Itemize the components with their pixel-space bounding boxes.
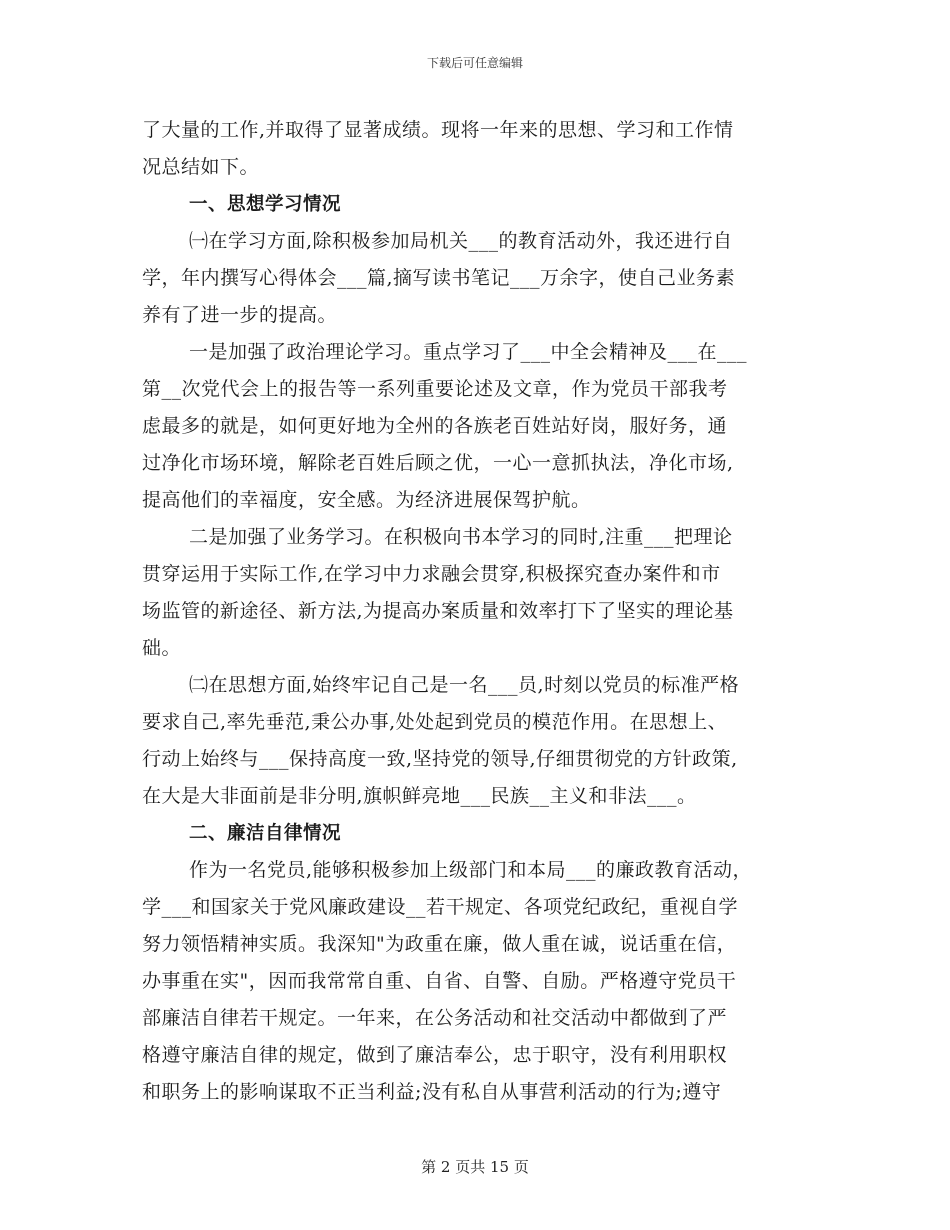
body-line: 在大是大非面前是非分明,旗帜鲜亮地___民族__主义和非法___。 — [142, 785, 697, 807]
document-body — [142, 112, 810, 1111]
body-line: 过净化市场环境，解除老百姓后顾之优，一心一意抓执法，净化市场, — [142, 452, 734, 474]
body-line: 养有了进一步的提高。 — [142, 304, 338, 326]
body-line: 行动上始终与___保持高度一致,坚持党的领导,仔细贯彻党的方针政策, — [142, 748, 738, 770]
body-line: 虑最多的就是，如何更好地为全州的各族老百姓站好岗，服好务，通 — [142, 415, 728, 437]
body-line: 部廉洁自律若干规定。一年来，在公务活动和社交活动中都做到了严 — [142, 1007, 728, 1029]
paragraph-first-line: 一是加强了政治理论学习。重点学习了___中全会精神及___在___ — [189, 341, 748, 363]
body-line: 贯穿运用于实际工作,在学习中力求融会贯穿,积极探究查办案件和市 — [142, 563, 721, 585]
body-line: 提高他们的幸福度，安全感。为经济进展保驾护航。 — [142, 489, 591, 511]
paragraph-first-line: ㈡在思想方面,始终牢记自己是一名___员,时刻以党员的标准严格 — [189, 674, 740, 696]
body-line: 格遵守廉洁自律的规定，做到了廉洁奉公，忠于职守，没有利用职权 — [142, 1044, 728, 1066]
section-heading: 二、廉洁自律情况 — [189, 823, 342, 844]
body-line: 学___和国家关于党风廉政建设__若干规定、各项党纪政纪，重视自学 — [142, 896, 739, 918]
section-heading: 一、思想学习情况 — [189, 194, 342, 215]
body-line: 场监管的新途径、新方法,为提高办案质量和效率打下了坚实的理论基 — [142, 600, 734, 622]
body-line: 学，年内撰写心得体会___篇,摘写读书笔记___万余字，使自己业务素 — [142, 267, 736, 289]
body-line: 了大量的工作,并取得了显著成绩。现将一年来的思想、学习和工作情 — [142, 119, 734, 141]
body-line: 努力领悟精神实质。我深知"为政重在廉，做人重在诚，说话重在信， — [142, 933, 737, 955]
body-line: 础。 — [142, 637, 182, 659]
paragraph-first-line: 二是加强了业务学习。在积极向书本学习的同时,注重___把理论 — [189, 526, 733, 548]
page-header: 下载后可任意编辑 — [426, 56, 523, 70]
body-line: 和职务上的影响谋取不正当利益;没有私自从事营利活动的行为;遵守 — [142, 1081, 722, 1103]
body-line: 要求自己,率先垂范,秉公办事,处处起到党员的模范作用。在思想上、 — [142, 711, 728, 733]
paragraph-first-line: 作为一名党员,能够积极参加上级部门和本局___的廉政教育活动， — [189, 859, 753, 881]
body-line: 办事重在实"，因而我常常自重、自省、自警、自励。严格遵守党员干 — [142, 970, 737, 992]
body-line: 第__次党代会上的报告等一系列重要论述及文章，作为党员干部我考 — [142, 378, 728, 400]
paragraph-first-line: ㈠在学习方面,除积极参加局机关___的教育活动外，我还进行自 — [189, 230, 733, 252]
page-number: 第 2 页共 15 页 — [421, 1158, 529, 1176]
body-line: 况总结如下。 — [142, 156, 260, 178]
